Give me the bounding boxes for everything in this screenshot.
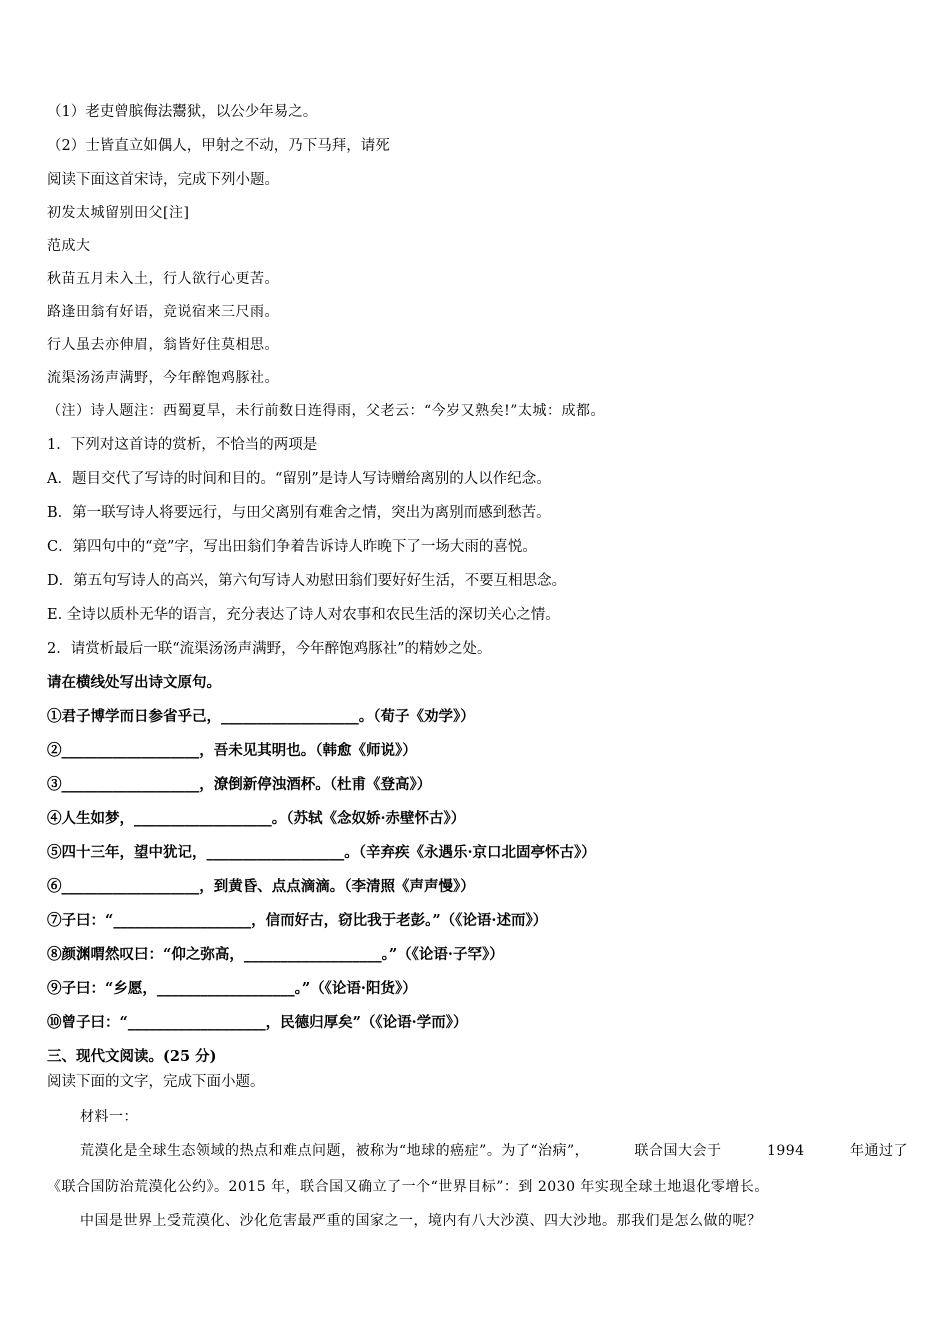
poem-line: 行人虽去亦伸眉，翁皆好住莫相思。 xyxy=(47,337,279,353)
fill-item: ⑦子曰：“___________________，信而好古，窃比我于老彭。”（《论语·述而》） xyxy=(47,912,548,929)
fill-item: ②___________________，吾未见其明也。（韩愈《师说》） xyxy=(47,742,417,759)
poem-title: 初发太城留别田父[注] xyxy=(47,205,190,221)
fill-item: ⑤四十三年，望中犹记，___________________。（辛弃疾《永遇乐·京口北固亭怀古》） xyxy=(47,844,596,861)
paragraph-2: 中国是世界上受荒漠化、沙化危害最严重的国家之一，境内有八大沙漠、四大沙地。那我们是怎么做的呢？ xyxy=(80,1213,762,1229)
paragraph-text: 联合国大会于 xyxy=(634,1143,722,1159)
fill-heading: 请在横线处写出诗文原句。 xyxy=(47,674,221,691)
fill-item: ④人生如梦，___________________。（苏轼《念奴娇·赤壁怀古》） xyxy=(47,810,466,827)
option-a: A．题目交代了写诗的时间和目的。“留别”是诗人写诗赠给离别的人以作纪念。 xyxy=(47,471,551,487)
fill-item: ⑩曾子曰：“___________________，民德归厚矣”（《论语·学而》） xyxy=(47,1014,468,1031)
poem-line: 流渠汤汤声满野，今年醉饱鸡豚社。 xyxy=(47,370,279,386)
section-heading: 三、现代文阅读。(25 分) xyxy=(47,1048,217,1065)
translation-question-1: （1）老吏曾膑侮法鬻狱，以公少年易之。 xyxy=(47,104,318,120)
fill-item: ①君子博学而日参省乎己，___________________。（荀子《劝学》） xyxy=(47,708,475,725)
poem-author: 范成大 xyxy=(47,238,91,254)
modern-intro: 阅读下面的文字，完成下面小题。 xyxy=(47,1074,265,1090)
paragraph-text: 1994 xyxy=(766,1143,805,1159)
option-d: D．第五句写诗人的高兴，第六句写诗人劝慰田翁们要好好生活，不要互相思念。 xyxy=(47,573,567,589)
fill-item: ⑨子曰：“乡愿，___________________。”（《论语·阳货》） xyxy=(47,980,417,997)
translation-question-2: （2）士皆直立如偶人，甲射之不动，乃下马拜，请死 xyxy=(47,138,390,154)
option-b: B．第一联写诗人将要远行，与田父离别有难舍之情，突出为离别而感到愁苦。 xyxy=(47,505,551,521)
poem-line: 秋苗五月未入土，行人欲行心更苦。 xyxy=(47,271,279,287)
paragraph-text: 荒漠化是全球生态领域的热点和难点问题，被称为“地球的癌症”。为了“治病”， xyxy=(80,1143,590,1159)
option-c: C．第四句中的“竞”字，写出田翁们争着告诉诗人昨晚下了一场大雨的喜悦。 xyxy=(47,539,537,555)
paragraph-1-line-1 xyxy=(80,1141,908,1161)
material-label: 材料一： xyxy=(80,1109,138,1125)
poem-note: （注）诗人题注：西蜀夏旱，未行前数日连得雨，父老云：“今岁又熟矣!”太城：成都。 xyxy=(47,403,605,419)
fill-item: ⑥___________________，到黄昏、点点滴滴。（李清照《声声慢》） xyxy=(47,878,475,895)
option-e: E. 全诗以质朴无华的语言，充分表达了诗人对农事和农民生活的深切关心之情。 xyxy=(47,607,560,623)
fill-item: ⑧颜渊喟然叹曰：“仰之弥高，___________________。”（《论语·子罕》） xyxy=(47,946,504,963)
poem-line: 路逢田翁有好语，竞说宿来三尺雨。 xyxy=(47,304,279,320)
question-2: 2．请赏析最后一联“流渠汤汤声满野，今年醉饱鸡豚社”的精妙之处。 xyxy=(47,641,492,657)
paragraph-text: 年通过了 xyxy=(850,1143,908,1159)
fill-item: ③___________________，潦倒新停浊酒杯。（杜甫《登高》） xyxy=(47,776,432,793)
poem-intro: 阅读下面这首宋诗，完成下列小题。 xyxy=(47,172,279,188)
question-1: 1．下列对这首诗的赏析，不恰当的两项是 xyxy=(47,437,318,453)
paragraph-1-line-2: 《联合国防治荒漠化公约》。2015 年，联合国又确立了一个“世界目标”：到 2030 年实现全球土地退化零增长。 xyxy=(47,1179,769,1195)
